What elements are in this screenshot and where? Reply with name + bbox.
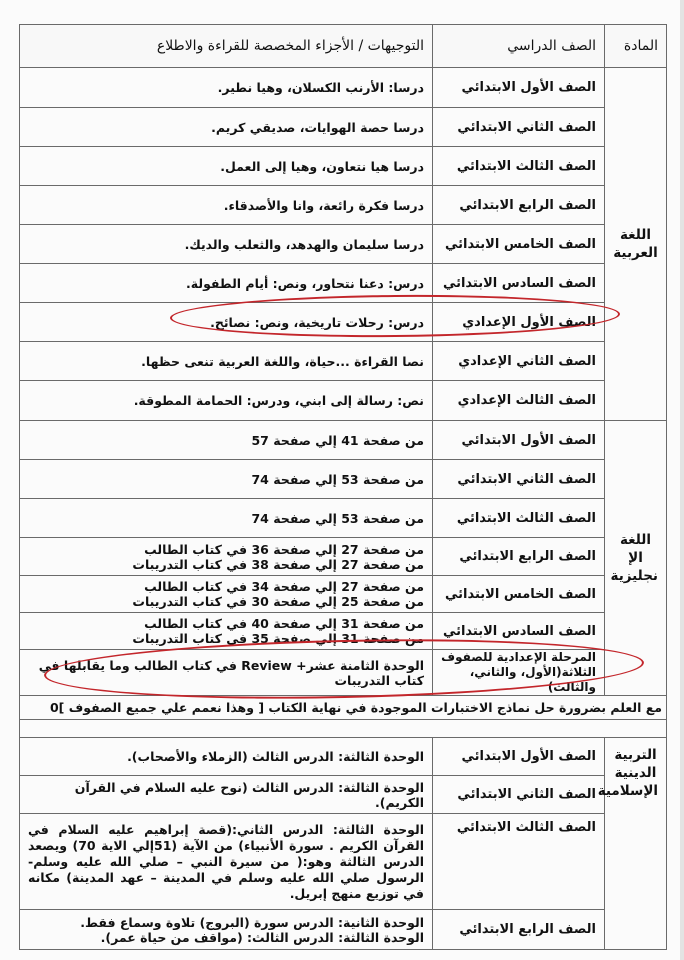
grade-cell: الصف الثاني الابتدائي [433, 776, 605, 814]
grade-cell: الصف السادس الابتدائي [433, 264, 605, 303]
grade-cell: الصف الرابع الابتدائي [433, 910, 605, 950]
directions-cell: من صفحة 41 إلي صفحة 57 [20, 421, 433, 460]
grade-cell: الصف الثاني الإعدادي [433, 342, 605, 381]
directions-line: من صفحة 27 إلي صفحة 38 في كتاب التدريبات [132, 556, 424, 572]
table-row [20, 342, 667, 381]
directions-cell: الوحدة الثالثة: الدرس الثاني:(قصة إبراهيم عليه السلام في القرآن الكريم . سورة الأنبياء) من الآية (51إلي الاية 70) ويصعد الدرس الثالثة وهو:( من سيرة النبي – صلي الله عليه وسلم- الرسول صلي الله عليه وسلم في المدينة – عهد المدينة) مكانه في توزيع منهج إبريل. [20, 814, 433, 910]
directions-cell [20, 576, 433, 613]
subject-religion: التربية الدينية الإسلامية [605, 738, 667, 950]
table-row [20, 381, 667, 421]
directions-cell: درسا هيا نتعاون، وهيا إلى العمل. [20, 147, 433, 186]
directions-cell: الوحدة الثالثة: الدرس الثالث (نوح عليه السلام في القرآن الكريم). [20, 776, 433, 814]
directions-line: كتاب التدريبات [334, 672, 424, 688]
table-row [20, 147, 667, 186]
table-row [20, 613, 667, 650]
spacer-cell [20, 720, 667, 738]
directions-line: من صفحة 27 إلي صفحة 36 في كتاب الطالب [144, 541, 424, 557]
grade-cell: الصف الثالث الابتدائي [433, 147, 605, 186]
table-row [20, 460, 667, 499]
header-directions: التوجيهات / الأجزاء المخصصة للقراءة والاطلاع [20, 25, 433, 68]
subject-arabic: اللغة العربية [605, 68, 667, 421]
table-row [20, 538, 667, 576]
grade-cell: الصف الأول الابتدائي [433, 68, 605, 108]
directions-cell: من صفحة 53 إلي صفحة 74 [20, 460, 433, 499]
directions-line: من صفحة 31 إلي صفحة 35 في كتاب التدريبات [132, 631, 424, 646]
table-row [20, 108, 667, 147]
directions-cell: درس: رحلات تاريخية، ونص: نصائح. [20, 303, 433, 342]
table-row [20, 264, 667, 303]
exam-models-note: مع العلم بضرورة حل نماذج الاختبارات الموجودة في نهاية الكتاب [ وهذا نعمم علي جميع الصفوف ]0 [20, 696, 667, 720]
table-row [20, 186, 667, 225]
table-row [20, 303, 667, 342]
table-row [20, 421, 667, 460]
directions-cell: درسا فكرة رائعة، وانا والأصدقاء. [20, 186, 433, 225]
table-row [20, 576, 667, 613]
header-grade: الصف الدراسي [433, 25, 605, 68]
directions-cell [20, 538, 433, 576]
directions-cell: من صفحة 53 إلي صفحة 74 [20, 499, 433, 538]
directions-line: الوحدة الثانية: الدرس سورة (البروج) تلاوة وسماع فقط. [80, 914, 424, 930]
directions-line: من صفحة 27 إلي صفحة 34 في كتاب الطالب [144, 579, 424, 594]
directions-cell: نص: رسالة إلى ابني، ودرس: الحمامة المطوقة. [20, 381, 433, 421]
header-subject: المادة [605, 25, 667, 68]
table-row [20, 68, 667, 108]
directions-cell [20, 650, 433, 696]
directions-cell: درسا: الأرنب الكسلان، وهيا نطير. [20, 68, 433, 108]
directions-cell: درسا حصة الهوايات، صديقي كريم. [20, 108, 433, 147]
table-row [20, 910, 667, 950]
directions-cell [20, 910, 433, 950]
grade-cell: الصف الثاني الابتدائي [433, 460, 605, 499]
page-edge [680, 0, 684, 960]
directions-line: الوحدة الثامنة عشر+ Review في كتاب الطالب وما يقابلها في [38, 657, 424, 673]
note-row [20, 696, 667, 720]
directions-cell: درس: دعنا نتحاور، ونص: أيام الطفولة. [20, 264, 433, 303]
grade-cell: الصف السادس الابتدائي [433, 613, 605, 650]
table-row [20, 738, 667, 776]
grade-cell: الصف الرابع الابتدائي [433, 538, 605, 576]
directions-line: الوحدة الثالثة: الدرس الثالث: (مواقف من حياة عمر). [100, 929, 424, 945]
directions-cell: الوحدة الثالثة: الدرس الثالث (الزملاء والأصحاب). [20, 738, 433, 776]
grade-cell: الصف الأول الإعدادي [433, 303, 605, 342]
grade-cell: الصف الخامس الابتدائي [433, 225, 605, 264]
spacer-row [20, 720, 667, 738]
directions-cell: نصا القراءة ...حياة، واللغة العربية تنعى حظها. [20, 342, 433, 381]
directions-line: من صفحة 31 إلي صفحة 40 في كتاب الطالب [144, 616, 424, 631]
table-row [20, 225, 667, 264]
grade-cell: الصف الأول الابتدائي [433, 738, 605, 776]
grade-cell: الصف الأول الابتدائي [433, 421, 605, 460]
directions-line: من صفحة 25 إلي صفحة 30 في كتاب التدريبات [132, 594, 424, 609]
subject-english: اللغة الإ نجليزية [605, 421, 667, 696]
table-row [20, 650, 667, 696]
table-row [20, 776, 667, 814]
directions-cell [20, 613, 433, 650]
grade-cell: الصف الثالث الابتدائي [433, 499, 605, 538]
grade-cell: المرحلة الإعدادية للصفوف الثلاثة(الأول، والثاني، والثالث) [433, 650, 605, 696]
grade-cell: الصف الثاني الابتدائي [433, 108, 605, 147]
directions-cell: درسا سليمان والهدهد، والثعلب والديك. [20, 225, 433, 264]
curriculum-table [19, 24, 667, 950]
table-row [20, 499, 667, 538]
grade-cell: الصف الثالث الإعدادي [433, 381, 605, 421]
grade-cell: الصف الرابع الابتدائي [433, 186, 605, 225]
grade-cell: الصف الخامس الابتدائي [433, 576, 605, 613]
header-row [20, 25, 667, 68]
grade-cell: الصف الثالث الابتدائي [433, 814, 605, 910]
table-row [20, 814, 667, 910]
